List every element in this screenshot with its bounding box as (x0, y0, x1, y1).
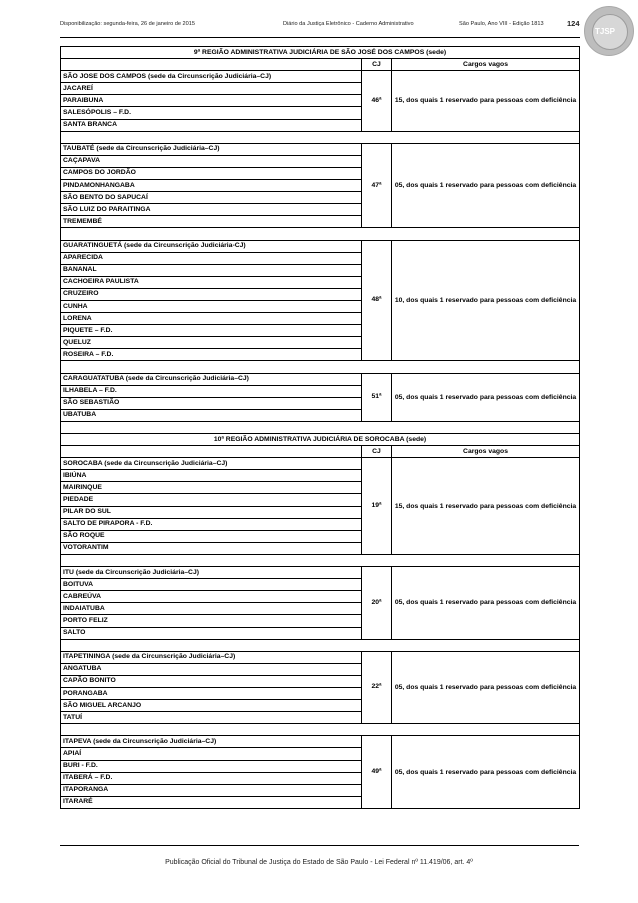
city-name: LORENA (61, 313, 362, 325)
city-name: QUELUZ (61, 337, 362, 349)
city-name: ANGATUBA (61, 663, 362, 675)
group-spacer-row (61, 131, 580, 143)
city-name: BANANAL (61, 264, 362, 276)
circunscricao-seat: GUARATINGUETÁ (sede da Circunscrição Judiciária-CJ) (61, 240, 362, 252)
city-name: CAPÃO BONITO (61, 675, 362, 687)
city-name: PORTO FELIZ (61, 615, 362, 627)
tjsp-seal-icon (584, 6, 634, 56)
group-spacer (61, 724, 580, 736)
city-name: TATUÍ (61, 712, 362, 724)
city-name: SALTO (61, 627, 362, 639)
group-spacer (61, 228, 580, 240)
city-name: CAÇAPAVA (61, 155, 362, 167)
footer-divider (60, 845, 579, 846)
group-spacer-row (61, 554, 580, 566)
table-row (61, 567, 580, 579)
vacancies-count: 10, dos quais 1 reservado para pessoas com deficiência (392, 240, 580, 361)
circunscricao-seat: TAUBATÉ (sede da Circunscrição Judiciária–CJ) (61, 143, 362, 155)
city-name: SÃO ROQUE (61, 530, 362, 542)
group-spacer (61, 361, 580, 373)
vacancies-count: 15, dos quais 1 reservado para pessoas com deficiência (392, 71, 580, 131)
cj-number: 51ª (362, 373, 392, 421)
table-row (61, 71, 580, 83)
page-header (60, 21, 580, 33)
city-name: CUNHA (61, 300, 362, 312)
group-spacer (61, 554, 580, 566)
city-name: SALESÓPOLIS – F.D. (61, 107, 362, 119)
region-title-row (61, 434, 580, 446)
page-footer: Publicação Oficial do Tribunal de Justiça do Estado de São Paulo - Lei Federal nº 11.419/06, art. 4º (165, 859, 473, 866)
group-spacer-row (61, 639, 580, 651)
city-name: PINDAMONHANGABA (61, 180, 362, 192)
vacancies-count: 05, dos quais 1 reservado para pessoas com deficiência (392, 143, 580, 228)
city-name: BURI - F.D. (61, 760, 362, 772)
circunscricao-seat: ITAPEVA (sede da Circunscrição Judiciária–CJ) (61, 736, 362, 748)
page-number: 124 (567, 19, 580, 28)
city-name: ILHABELA – F.D. (61, 385, 362, 397)
group-spacer-row (61, 361, 580, 373)
circunscricao-seat: SÃO JOSE DOS CAMPOS (sede da Circunscrição Judiciária–CJ) (61, 71, 362, 83)
table-row (61, 143, 580, 155)
column-header-blank (61, 446, 362, 458)
city-name: JACAREÍ (61, 83, 362, 95)
circunscricao-seat: ITAPETININGA (sede da Circunscrição Judiciária–CJ) (61, 651, 362, 663)
table-row (61, 736, 580, 748)
vacancies-count: 05, dos quais 1 reservado para pessoas com deficiência (392, 373, 580, 421)
column-header-cargos: Cargos vagos (392, 446, 580, 458)
vacancies-table (60, 46, 580, 809)
region-title: 10ª REGIÃO ADMINISTRATIVA JUDICIÁRIA DE SOROCABA (sede) (61, 434, 580, 446)
publication-date: Disponibilização: segunda-feira, 26 de janeiro de 2015 (60, 21, 195, 27)
table-row (61, 651, 580, 663)
city-name: SALTO DE PIRAPORA - F.D. (61, 518, 362, 530)
cj-number: 22ª (362, 651, 392, 724)
cj-number: 19ª (362, 458, 392, 555)
group-spacer-row (61, 228, 580, 240)
group-spacer (61, 131, 580, 143)
region-title-row (61, 47, 580, 59)
table-row (61, 240, 580, 252)
region-title: 9ª REGIÃO ADMINISTRATIVA JUDICIÁRIA DE SÃO JOSÉ DOS CAMPOS (sede) (61, 47, 580, 59)
city-name: CAMPOS DO JORDÃO (61, 167, 362, 179)
city-name: ITABERÁ – F.D. (61, 772, 362, 784)
group-spacer (61, 639, 580, 651)
city-name: PORANGABA (61, 687, 362, 699)
cj-number: 46ª (362, 71, 392, 131)
circunscricao-seat: ITU (sede da Circunscrição Judiciária–CJ) (61, 567, 362, 579)
city-name: MAIRINQUE (61, 482, 362, 494)
city-name: VOTORANTIM (61, 542, 362, 554)
vacancies-count: 05, dos quais 1 reservado para pessoas com deficiência (392, 567, 580, 640)
city-name: SÃO BENTO DO SAPUCAÍ (61, 192, 362, 204)
city-name: PILAR DO SUL (61, 506, 362, 518)
city-name: INDAIATUBA (61, 603, 362, 615)
city-name: APIAÍ (61, 748, 362, 760)
group-spacer (61, 421, 580, 433)
cj-number: 49ª (362, 736, 392, 809)
vacancies-count: 15, dos quais 1 reservado para pessoas com deficiência (392, 458, 580, 555)
city-name: TREMEMBÉ (61, 216, 362, 228)
header-divider (60, 37, 580, 38)
city-name: PIEDADE (61, 494, 362, 506)
city-name: CRUZEIRO (61, 288, 362, 300)
column-header-row (61, 59, 580, 71)
city-name: PARAIBUNA (61, 95, 362, 107)
city-name: CABREÚVA (61, 591, 362, 603)
cj-number: 48ª (362, 240, 392, 361)
column-header-blank (61, 59, 362, 71)
column-header-cj: CJ (362, 59, 392, 71)
city-name: APARECIDA (61, 252, 362, 264)
city-name: BOITUVA (61, 579, 362, 591)
vacancies-count: 05, dos quais 1 reservado para pessoas com deficiência (392, 736, 580, 809)
vacancies-table-body (61, 47, 580, 809)
city-name: SÃO SEBASTIÃO (61, 397, 362, 409)
table-row (61, 373, 580, 385)
cj-number: 47ª (362, 143, 392, 228)
seal-label: TJSP (595, 27, 616, 36)
city-name: IBIÚNA (61, 470, 362, 482)
city-name: ITARARÉ (61, 796, 362, 808)
journal-title: Diário da Justiça Eletrônico - Caderno Administrativo (283, 21, 414, 27)
cj-number: 20ª (362, 567, 392, 640)
vacancies-count: 05, dos quais 1 reservado para pessoas com deficiência (392, 651, 580, 724)
city-name: ITAPORANGA (61, 784, 362, 796)
city-name: SANTA BRANCA (61, 119, 362, 131)
group-spacer-row (61, 724, 580, 736)
city-name: PIQUETE – F.D. (61, 325, 362, 337)
column-header-row (61, 446, 580, 458)
city-name: SÃO MIGUEL ARCANJO (61, 700, 362, 712)
edition-info: São Paulo, Ano VIII - Edição 1813 (459, 21, 544, 27)
table-row (61, 458, 580, 470)
city-name: SÃO LUIZ DO PARAITINGA (61, 204, 362, 216)
circunscricao-seat: SOROCABA (sede da Circunscrição Judiciária–CJ) (61, 458, 362, 470)
circunscricao-seat: CARAGUATATUBA (sede da Circunscrição Judiciária–CJ) (61, 373, 362, 385)
group-spacer-row (61, 421, 580, 433)
city-name: ROSEIRA – F.D. (61, 349, 362, 361)
city-name: UBATUBA (61, 409, 362, 421)
column-header-cj: CJ (362, 446, 392, 458)
city-name: CACHOEIRA PAULISTA (61, 276, 362, 288)
column-header-cargos: Cargos vagos (392, 59, 580, 71)
